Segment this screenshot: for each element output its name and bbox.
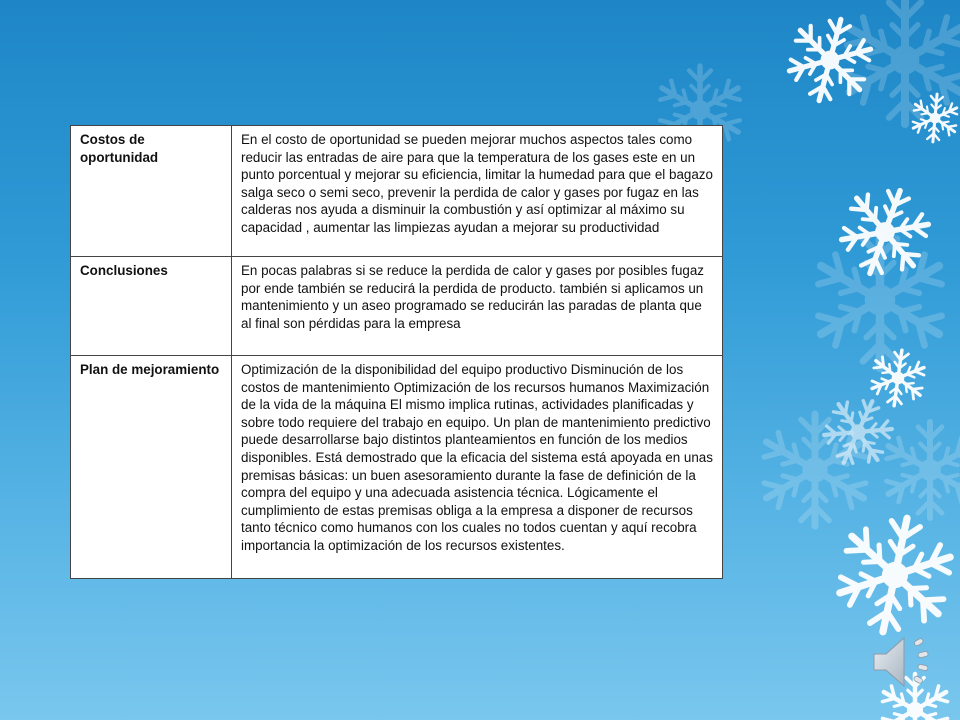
table-row [71,356,723,579]
table-row [71,126,723,257]
speaker-icon[interactable] [870,632,940,692]
snowflake-icon [779,9,881,112]
row-content: En el costo de oportunidad se pueden mejorar muchos aspectos tales como reducir las entradas de aire para que la temperatura de los gases este en un punto porcentual y mejorar su eficiencia, limitar la humedad para que el bagazo salga seco o semi seco, prevenir la perdida de calor y gases por fugaz en las calderas nos ayuda a disminuir la combustión y así optimizar al máximo su capacidad , aumentar las limpiezas ayudan a mejorar su productividad [232,126,723,257]
row-content: En pocas palabras si se reduce la perdida de calor y gases por posibles fugaz por ende también se reducirá la perdida de producto. también si aplicamos un mantenimiento y un aseo programado se reducirán las paradas de planta que al final son pérdidas para la empresa [232,257,723,356]
content-table [70,125,723,579]
snowflake-icon [829,176,941,289]
snowflake-icon [813,387,903,477]
content-table-wrapper [70,125,713,579]
snowflake-icon [827,506,960,643]
row-label: Conclusiones [71,257,232,356]
table-row [71,257,723,356]
row-label: Costos de oportunidad [71,126,232,257]
row-label: Plan de mejoramiento [71,356,232,579]
snowflake-icon [909,92,960,144]
snowflake-icon [867,346,930,409]
row-content: Optimización de la disponibilidad del equipo productivo Disminución de los costos de mantenimiento Optimización de los recursos humanos Maximización de la vida de la máquina El mismo implica rutinas, actividades planificadas y sobre todo requiere del trabajo en equipo. Un plan de mantenimiento predictivo puede desarrollarse bajo distintos planteamientos en función de los medios disponibles. Está demostrado que la eficacia del sistema está apoyada en unas premisas básicas: un buen asesoramiento durante la fase de definición de la compra del equipo y una adecuada asistencia técnica. Lógicamente el cumplimiento de estas premisas obliga a la empresa a disponer de recursos tanto técnico como humanos con los cuales no todos cuentan y aquí recobra importancia la optimización de los recursos existentes. [232,356,723,579]
